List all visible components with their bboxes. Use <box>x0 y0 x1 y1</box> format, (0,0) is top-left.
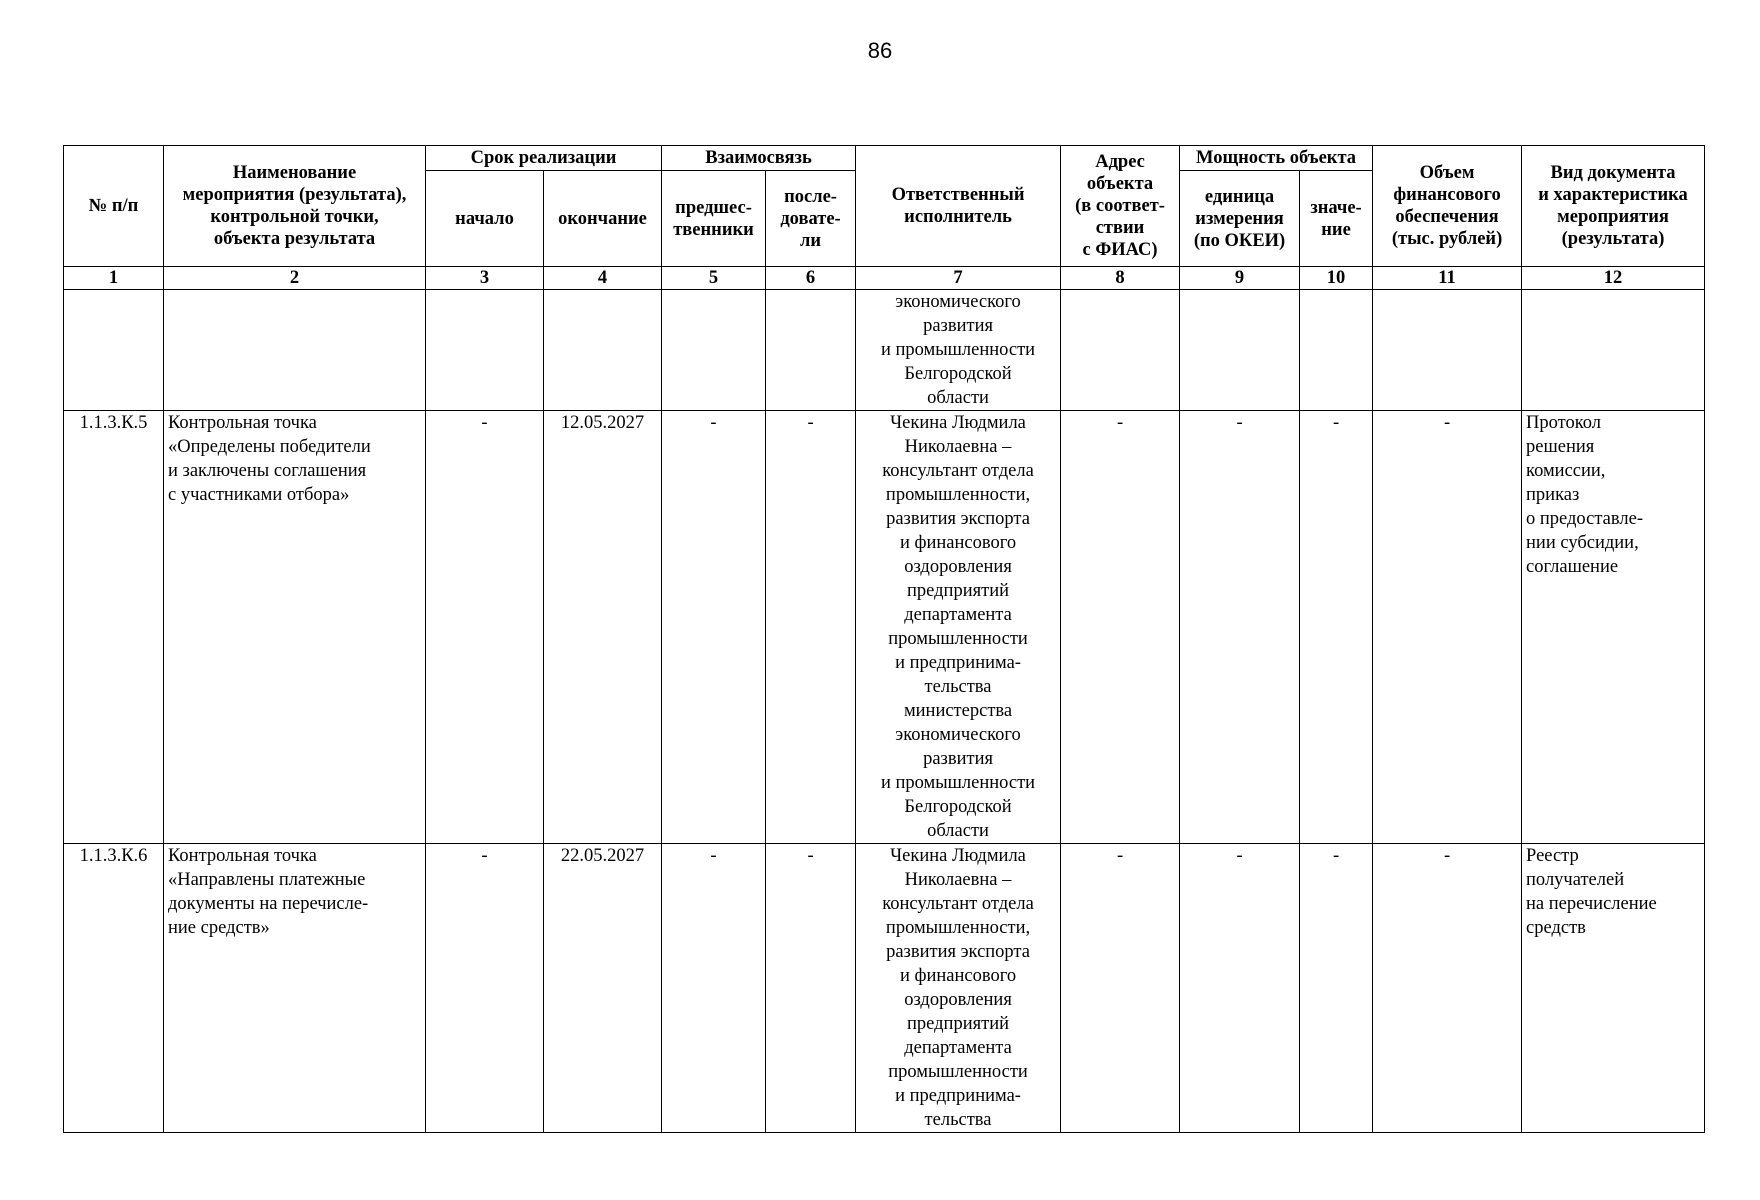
cell-num: 1.1.3.К.6 <box>64 844 164 1133</box>
header-address: Адрес объекта (в соответ- ствии с ФИАС) <box>1061 146 1180 267</box>
header-start: начало <box>426 171 544 267</box>
cell-responsible: Чекина Людмила Николаевна – консультант отдела промышленности, развития экспорта и финансового оздоровления предприятий департамента промышленности и предпринима- тельства <box>856 844 1061 1133</box>
cell-document <box>1522 290 1705 411</box>
header-value: значе- ние <box>1300 171 1373 267</box>
cell-value: - <box>1300 411 1373 844</box>
header-num: № п/п <box>64 146 164 267</box>
cell-end <box>544 290 662 411</box>
cell-predecessors: - <box>662 844 766 1133</box>
column-number: 9 <box>1180 267 1300 290</box>
cell-document: Реестр получателей на перечисление средств <box>1522 844 1705 1133</box>
column-number: 6 <box>766 267 856 290</box>
column-number: 10 <box>1300 267 1373 290</box>
header-predecessors: предшес- твенники <box>662 171 766 267</box>
cell-name <box>164 290 426 411</box>
header-name: Наименование мероприятия (результата), контрольной точки, объекта результата <box>164 146 426 267</box>
cell-num: 1.1.3.К.5 <box>64 411 164 844</box>
table-row <box>64 290 1705 411</box>
column-number: 1 <box>64 267 164 290</box>
table-row <box>64 411 1705 844</box>
header-group-link: Взаимосвязь <box>662 146 856 171</box>
column-number: 12 <box>1522 267 1705 290</box>
column-number: 5 <box>662 267 766 290</box>
cell-start <box>426 290 544 411</box>
cell-value: - <box>1300 844 1373 1133</box>
column-number: 2 <box>164 267 426 290</box>
cell-predecessors: - <box>662 411 766 844</box>
plan-table <box>63 145 1705 1133</box>
cell-document: Протокол решения комиссии, приказ о предоставле- нии субсидии, соглашение <box>1522 411 1705 844</box>
cell-unit: - <box>1180 844 1300 1133</box>
header-group-period: Срок реализации <box>426 146 662 171</box>
header-end: окончание <box>544 171 662 267</box>
column-number: 3 <box>426 267 544 290</box>
cell-end: 12.05.2027 <box>544 411 662 844</box>
cell-predecessors <box>662 290 766 411</box>
table-row <box>64 844 1705 1133</box>
cell-num <box>64 290 164 411</box>
column-number: 8 <box>1061 267 1180 290</box>
column-number: 4 <box>544 267 662 290</box>
cell-responsible: Чекина Людмила Николаевна – консультант отдела промышленности, развития экспорта и финансового оздоровления предприятий департамента промышленности и предпринима- тельства министерства экономического развития и промышленности Белгородской области <box>856 411 1061 844</box>
cell-successors <box>766 290 856 411</box>
column-numbers-row <box>64 267 1705 290</box>
table-header <box>64 146 1705 267</box>
header-group-capacity: Мощность объекта <box>1180 146 1373 171</box>
cell-start: - <box>426 411 544 844</box>
header-successors: после- довате- ли <box>766 171 856 267</box>
cell-address: - <box>1061 411 1180 844</box>
cell-end: 22.05.2027 <box>544 844 662 1133</box>
cell-finance <box>1373 290 1522 411</box>
cell-unit: - <box>1180 411 1300 844</box>
header-responsible: Ответственный исполнитель <box>856 146 1061 267</box>
column-number: 7 <box>856 267 1061 290</box>
header-finance: Объем финансового обеспечения (тыс. рублей) <box>1373 146 1522 267</box>
cell-address: - <box>1061 844 1180 1133</box>
cell-name: Контрольная точка «Направлены платежные документы на перечисле- ние средств» <box>164 844 426 1133</box>
cell-address <box>1061 290 1180 411</box>
cell-successors: - <box>766 411 856 844</box>
header-document: Вид документа и характеристика мероприятия (результата) <box>1522 146 1705 267</box>
cell-successors: - <box>766 844 856 1133</box>
column-number: 11 <box>1373 267 1522 290</box>
header-unit: единица измерения (по ОКЕИ) <box>1180 171 1300 267</box>
cell-name: Контрольная точка «Определены победители и заключены соглашения с участниками отбора» <box>164 411 426 844</box>
cell-responsible: экономического развития и промышленности Белгородской области <box>856 290 1061 411</box>
cell-unit <box>1180 290 1300 411</box>
cell-start: - <box>426 844 544 1133</box>
page-number: 86 <box>867 38 893 63</box>
cell-finance: - <box>1373 844 1522 1133</box>
cell-value <box>1300 290 1373 411</box>
cell-finance: - <box>1373 411 1522 844</box>
